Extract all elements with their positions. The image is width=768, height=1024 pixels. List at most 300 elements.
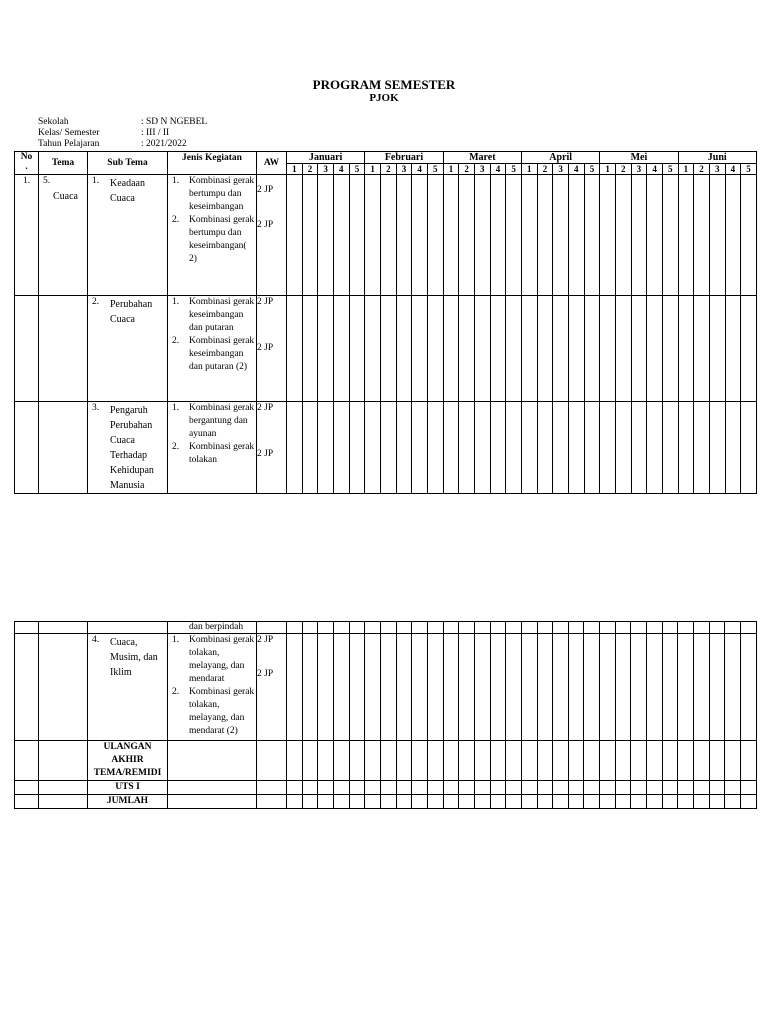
week-cell <box>694 781 710 795</box>
week-cell <box>459 402 475 494</box>
week-header: 1 <box>678 164 694 175</box>
sub-tema-name: Cuaca, Musim, dan Iklim <box>110 637 158 678</box>
week-cell <box>490 795 506 809</box>
week-cell <box>474 795 490 809</box>
kegiatan-number: 2. <box>172 336 180 346</box>
week-cell <box>709 175 725 296</box>
tema-cell <box>39 795 88 809</box>
week-cell <box>553 175 569 296</box>
month-header: Februari <box>365 152 443 164</box>
week-cell <box>474 175 490 296</box>
week-cell <box>568 781 584 795</box>
week-cell <box>568 402 584 494</box>
week-cell <box>709 741 725 781</box>
week-cell <box>349 781 365 795</box>
week-cell <box>443 795 459 809</box>
week-cell <box>600 634 616 741</box>
week-header: 2 <box>302 164 318 175</box>
week-cell <box>741 795 757 809</box>
week-cell <box>600 622 616 634</box>
week-cell <box>333 634 349 741</box>
week-cell <box>537 296 553 402</box>
sub-tema-number: 1. <box>92 176 100 186</box>
kegiatan-number: 1. <box>172 176 180 186</box>
week-cell <box>380 175 396 296</box>
week-cell <box>380 402 396 494</box>
week-header: 5 <box>349 164 365 175</box>
week-cell <box>662 175 678 296</box>
week-cell <box>537 175 553 296</box>
week-cell <box>380 741 396 781</box>
week-cell <box>662 296 678 402</box>
week-cell <box>302 795 318 809</box>
tema-cell <box>39 622 88 634</box>
week-cell <box>694 741 710 781</box>
aw-value: 2 JP <box>257 297 274 307</box>
week-cell <box>412 175 428 296</box>
kegiatan-number: 1. <box>172 635 180 645</box>
week-cell <box>459 175 475 296</box>
aw-value: 2 JP <box>257 635 274 645</box>
week-cell <box>506 634 522 741</box>
week-cell <box>459 741 475 781</box>
week-cell <box>537 741 553 781</box>
week-cell <box>694 622 710 634</box>
week-header: 1 <box>521 164 537 175</box>
aw-cell <box>257 795 287 809</box>
week-cell <box>443 781 459 795</box>
week-cell <box>584 296 600 402</box>
program-semester-table-continued <box>14 621 757 809</box>
sub-tema-number: 3. <box>92 403 100 413</box>
week-cell <box>741 296 757 402</box>
sub-tema-cell <box>88 296 168 402</box>
week-cell <box>521 402 537 494</box>
week-header: 1 <box>287 164 303 175</box>
tema-cell <box>39 741 88 781</box>
week-cell <box>584 741 600 781</box>
week-cell <box>662 741 678 781</box>
row-number <box>15 634 39 741</box>
week-cell <box>349 175 365 296</box>
kegiatan-cell <box>168 296 257 402</box>
week-cell <box>553 402 569 494</box>
week-cell <box>412 296 428 402</box>
week-cell <box>631 781 647 795</box>
row-number <box>15 795 39 809</box>
week-cell <box>318 634 334 741</box>
month-header: Maret <box>443 152 521 164</box>
week-cell <box>709 296 725 402</box>
week-cell <box>459 795 475 809</box>
week-cell <box>474 622 490 634</box>
week-cell <box>427 296 443 402</box>
week-cell <box>427 622 443 634</box>
program-semester-table <box>14 151 757 494</box>
week-cell <box>615 622 631 634</box>
week-cell <box>537 402 553 494</box>
aw-value: 2 JP <box>257 669 274 679</box>
week-cell <box>412 402 428 494</box>
week-cell <box>584 175 600 296</box>
week-cell <box>427 741 443 781</box>
info-label: Kelas/ Semester <box>38 128 100 138</box>
week-cell <box>427 402 443 494</box>
week-cell <box>490 402 506 494</box>
week-cell <box>287 402 303 494</box>
week-cell <box>380 622 396 634</box>
sub-tema-name: Keadaan Cuaca <box>110 178 145 204</box>
week-cell <box>302 741 318 781</box>
week-header: 1 <box>600 164 616 175</box>
week-cell <box>443 175 459 296</box>
week-cell <box>537 622 553 634</box>
info-value: : III / II <box>141 128 170 138</box>
week-cell <box>365 795 381 809</box>
week-cell <box>474 781 490 795</box>
week-cell <box>490 296 506 402</box>
week-cell <box>662 795 678 809</box>
week-cell <box>459 781 475 795</box>
week-cell <box>725 741 741 781</box>
week-header: 4 <box>725 164 741 175</box>
week-cell <box>553 795 569 809</box>
ulangan-label: ULANGAN AKHIR TEMA/REMIDI <box>88 741 168 781</box>
kegiatan-number: 1. <box>172 297 180 307</box>
week-cell <box>694 175 710 296</box>
week-header: 4 <box>490 164 506 175</box>
week-cell <box>349 634 365 741</box>
aw-value: 2 JP <box>257 220 274 230</box>
week-cell <box>318 795 334 809</box>
week-cell <box>333 296 349 402</box>
week-cell <box>537 781 553 795</box>
info-label: Sekolah <box>38 117 69 127</box>
week-cell <box>365 781 381 795</box>
week-cell <box>443 622 459 634</box>
week-cell <box>412 622 428 634</box>
week-cell <box>647 634 663 741</box>
week-cell <box>631 622 647 634</box>
week-cell <box>521 175 537 296</box>
week-cell <box>725 175 741 296</box>
week-cell <box>333 402 349 494</box>
week-header: 5 <box>506 164 522 175</box>
week-cell <box>662 781 678 795</box>
week-cell <box>694 296 710 402</box>
document-title: PROGRAM SEMESTER <box>312 77 456 92</box>
week-cell <box>396 296 412 402</box>
header-no-dot: . <box>25 162 28 172</box>
week-cell <box>302 402 318 494</box>
week-cell <box>506 781 522 795</box>
aw-value: 2 JP <box>257 403 274 413</box>
kegiatan-text: Kombinasi gerak keseimbangan dan putaran <box>189 297 255 333</box>
week-cell <box>459 634 475 741</box>
week-cell <box>287 622 303 634</box>
tema-cell <box>39 634 88 741</box>
month-header: Mei <box>600 152 678 164</box>
week-cell <box>647 402 663 494</box>
week-cell <box>443 741 459 781</box>
week-cell <box>709 781 725 795</box>
week-cell <box>647 296 663 402</box>
week-cell <box>694 634 710 741</box>
tema-cell <box>39 175 88 296</box>
aw-cell <box>257 622 287 634</box>
week-cell <box>302 296 318 402</box>
kegiatan-text: Kombinasi gerak bergantung dan ayunan <box>189 403 255 439</box>
week-cell <box>678 402 694 494</box>
week-cell <box>678 622 694 634</box>
sub-tema-number: 4. <box>92 635 100 645</box>
week-cell <box>741 175 757 296</box>
kegiatan-cell <box>168 781 257 795</box>
week-cell <box>318 175 334 296</box>
week-cell <box>553 296 569 402</box>
row-number: 1. <box>15 175 39 296</box>
week-cell <box>474 296 490 402</box>
kegiatan-number: 2. <box>172 687 180 697</box>
week-cell <box>506 175 522 296</box>
week-header: 3 <box>474 164 490 175</box>
week-cell <box>694 402 710 494</box>
week-cell <box>287 781 303 795</box>
week-cell <box>678 296 694 402</box>
week-cell <box>615 795 631 809</box>
week-cell <box>521 622 537 634</box>
week-cell <box>349 622 365 634</box>
week-header: 1 <box>443 164 459 175</box>
week-cell <box>333 622 349 634</box>
week-cell <box>568 622 584 634</box>
week-header: 3 <box>709 164 725 175</box>
week-cell <box>365 741 381 781</box>
week-cell <box>490 175 506 296</box>
week-cell <box>537 795 553 809</box>
week-cell <box>694 795 710 809</box>
week-cell <box>365 622 381 634</box>
week-cell <box>427 795 443 809</box>
week-cell <box>662 634 678 741</box>
week-cell <box>427 781 443 795</box>
week-header: 2 <box>615 164 631 175</box>
week-cell <box>412 741 428 781</box>
week-header: 2 <box>380 164 396 175</box>
week-cell <box>318 741 334 781</box>
kegiatan-text: Kombinasi gerak bertumpu dan keseimbangan( 2) <box>189 215 255 264</box>
week-cell <box>725 296 741 402</box>
week-cell <box>584 795 600 809</box>
sub-tema-cell <box>88 634 168 741</box>
week-cell <box>584 402 600 494</box>
week-cell <box>318 296 334 402</box>
week-cell <box>662 622 678 634</box>
week-cell <box>318 402 334 494</box>
week-cell <box>553 781 569 795</box>
row-number <box>15 402 39 494</box>
week-header: 2 <box>459 164 475 175</box>
week-cell <box>474 741 490 781</box>
week-cell <box>287 634 303 741</box>
week-cell <box>709 795 725 809</box>
week-cell <box>521 795 537 809</box>
header-sub-tema: Sub Tema <box>88 152 168 175</box>
week-cell <box>725 622 741 634</box>
week-cell <box>647 622 663 634</box>
aw-value: 2 JP <box>257 185 274 195</box>
week-cell <box>333 175 349 296</box>
week-cell <box>506 402 522 494</box>
sub-tema-cell <box>88 402 168 494</box>
week-cell <box>568 296 584 402</box>
week-cell <box>647 795 663 809</box>
kegiatan-number: 1. <box>172 403 180 413</box>
week-header: 4 <box>412 164 428 175</box>
row-number <box>15 296 39 402</box>
week-cell <box>725 402 741 494</box>
week-cell <box>647 175 663 296</box>
header-no-label: No <box>20 152 33 162</box>
week-cell <box>490 634 506 741</box>
sub-tema-name: Pengaruh Perubahan Cuaca Terhadap Kehidupan Manusia <box>110 405 154 491</box>
week-cell <box>443 634 459 741</box>
week-cell <box>365 296 381 402</box>
week-cell <box>678 741 694 781</box>
kegiatan-cell <box>168 402 257 494</box>
tema-cell <box>39 296 88 402</box>
aw-cell <box>257 296 287 402</box>
kegiatan-cell <box>168 634 257 741</box>
info-value: : 2021/2022 <box>141 139 187 149</box>
week-cell <box>678 781 694 795</box>
week-header: 4 <box>333 164 349 175</box>
sub-tema-cell <box>88 622 168 634</box>
week-cell <box>380 781 396 795</box>
week-cell <box>709 622 725 634</box>
kegiatan-text: Kombinasi gerak tolakan, melayang, dan mendarat <box>189 635 255 684</box>
week-cell <box>568 795 584 809</box>
header-aw: AW <box>257 152 287 175</box>
week-cell <box>474 634 490 741</box>
week-cell <box>709 634 725 741</box>
week-header: 3 <box>396 164 412 175</box>
week-cell <box>741 741 757 781</box>
week-cell <box>365 402 381 494</box>
aw-cell <box>257 634 287 741</box>
week-cell <box>600 795 616 809</box>
week-header: 5 <box>584 164 600 175</box>
aw-cell <box>257 781 287 795</box>
week-cell <box>396 741 412 781</box>
week-cell <box>725 795 741 809</box>
week-cell <box>553 634 569 741</box>
header-jenis-kegiatan: Jenis Kegiatan <box>168 152 257 175</box>
week-cell <box>443 402 459 494</box>
week-cell <box>600 781 616 795</box>
kegiatan-number: 2. <box>172 442 180 452</box>
week-cell <box>615 296 631 402</box>
aw-cell <box>257 402 287 494</box>
uts-label: UTS I <box>88 781 168 795</box>
tema-number: 5. <box>43 176 51 186</box>
week-header: 5 <box>662 164 678 175</box>
week-header: 4 <box>647 164 663 175</box>
kegiatan-text: Kombinasi gerak bertumpu dan keseimbangan <box>189 176 255 212</box>
week-cell <box>380 795 396 809</box>
kegiatan-text: Kombinasi gerak keseimbangan dan putaran (2) <box>189 336 255 372</box>
week-cell <box>600 402 616 494</box>
week-cell <box>553 741 569 781</box>
week-cell <box>365 175 381 296</box>
week-cell <box>615 781 631 795</box>
document-subtitle: PJOK <box>369 92 399 104</box>
week-header: 5 <box>741 164 757 175</box>
week-cell <box>568 634 584 741</box>
week-cell <box>459 622 475 634</box>
week-cell <box>521 296 537 402</box>
week-cell <box>678 795 694 809</box>
week-cell <box>662 402 678 494</box>
week-header: 4 <box>568 164 584 175</box>
tema-cell <box>39 781 88 795</box>
week-cell <box>333 741 349 781</box>
week-cell <box>631 741 647 781</box>
week-cell <box>302 781 318 795</box>
week-cell <box>380 634 396 741</box>
week-cell <box>725 634 741 741</box>
info-value: : SD N NGEBEL <box>141 117 208 127</box>
tema-name: Cuaca <box>53 191 78 202</box>
week-cell <box>318 781 334 795</box>
week-header: 3 <box>318 164 334 175</box>
kegiatan-cell <box>168 622 257 634</box>
week-cell <box>396 175 412 296</box>
row-number <box>15 741 39 781</box>
week-header: 5 <box>427 164 443 175</box>
aw-cell <box>257 741 287 781</box>
week-cell <box>615 402 631 494</box>
week-cell <box>709 402 725 494</box>
week-cell <box>349 741 365 781</box>
week-cell <box>365 634 381 741</box>
week-cell <box>349 795 365 809</box>
week-cell <box>443 296 459 402</box>
week-cell <box>396 781 412 795</box>
week-cell <box>396 634 412 741</box>
week-cell <box>647 781 663 795</box>
week-header: 2 <box>694 164 710 175</box>
week-cell <box>506 622 522 634</box>
week-cell <box>584 634 600 741</box>
week-cell <box>287 741 303 781</box>
week-cell <box>678 634 694 741</box>
sub-tema-number: 2. <box>92 297 100 307</box>
row-number <box>15 781 39 795</box>
week-cell <box>631 795 647 809</box>
week-cell <box>584 781 600 795</box>
week-cell <box>553 622 569 634</box>
week-cell <box>631 402 647 494</box>
kegiatan-cell <box>168 175 257 296</box>
week-cell <box>568 741 584 781</box>
info-tahun <box>38 139 187 150</box>
week-cell <box>490 741 506 781</box>
week-cell <box>318 622 334 634</box>
week-cell <box>725 781 741 795</box>
kegiatan-text: dan berpindah <box>189 622 244 632</box>
sub-tema-name: Perubahan Cuaca <box>110 299 153 325</box>
